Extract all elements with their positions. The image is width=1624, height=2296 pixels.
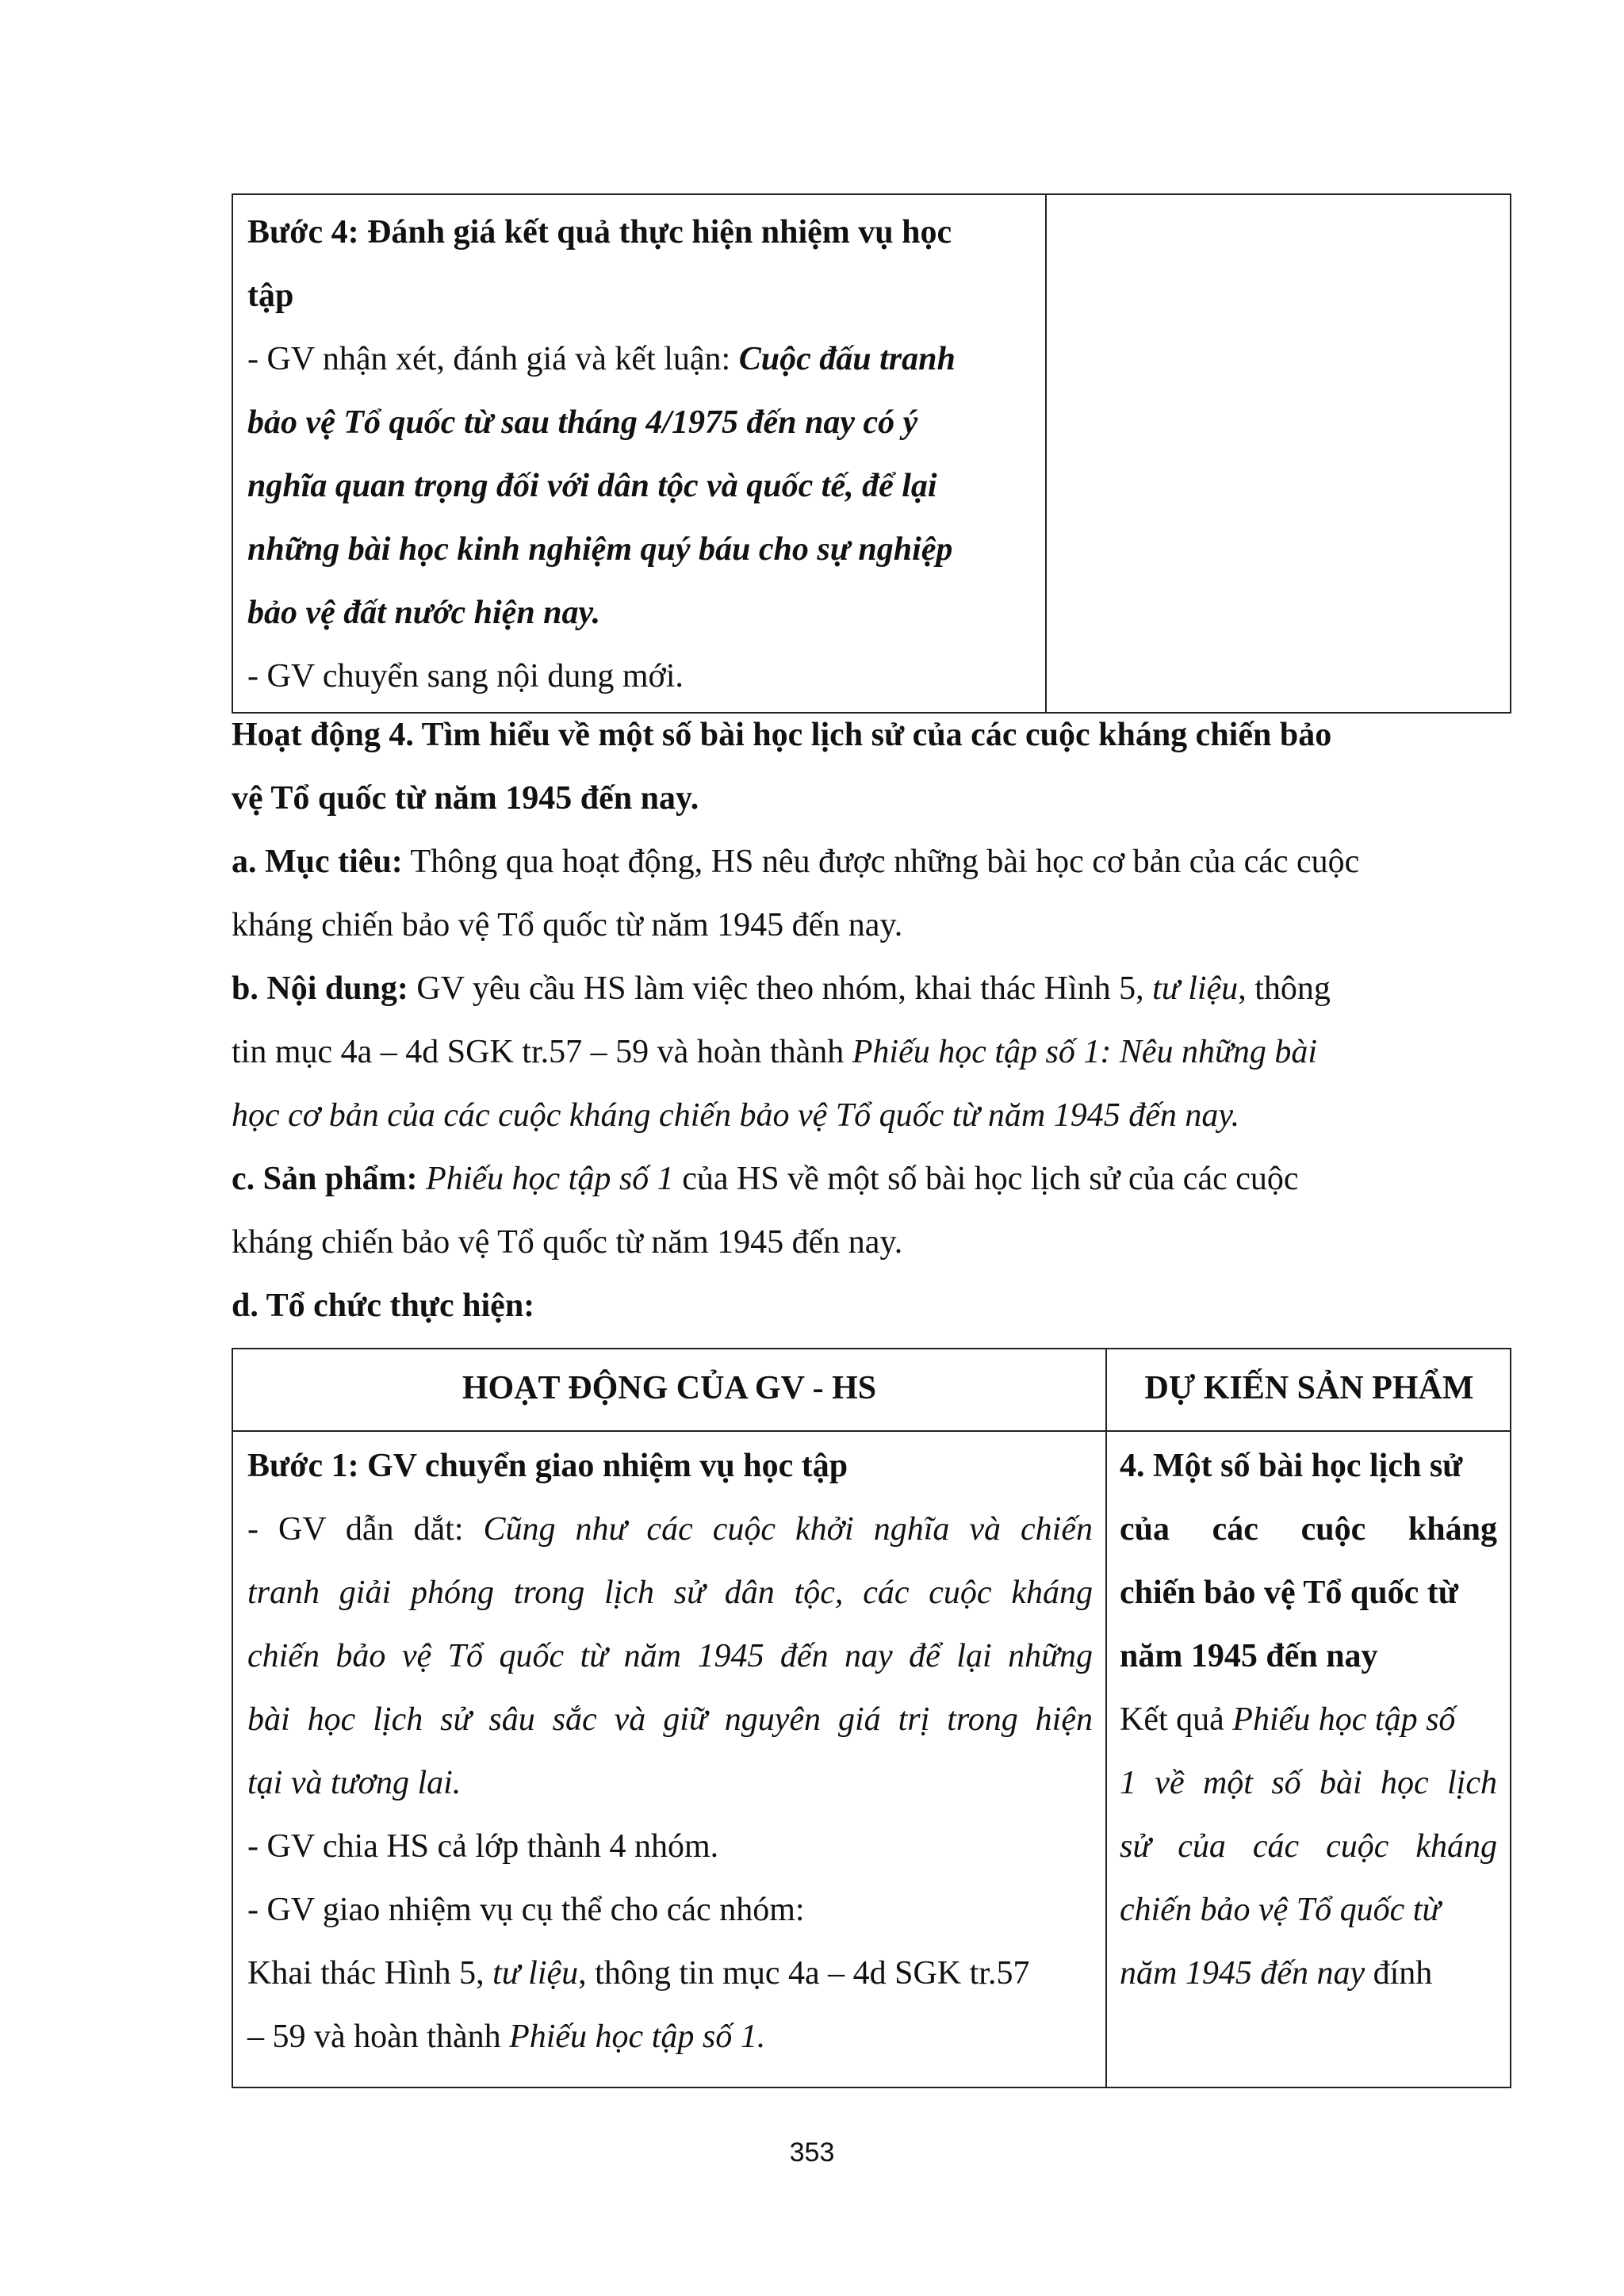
result-heading-line3: chiến bảo vệ Tổ quốc từ — [1120, 1575, 1458, 1611]
task-text-1c: , thông tin mục 4a – 4d SGK tr.57 — [578, 1955, 1030, 1992]
step4-title-line2: tập — [247, 277, 294, 314]
product-text-1b: của HS về một số bài học lịch sử của các cuộc — [673, 1161, 1299, 1197]
content-text-2b: Phiếu học tập số 1: Nêu những bài — [852, 1034, 1318, 1070]
content-line3: học cơ bản của các cuộc kháng chiến bảo vệ Tổ quốc từ năm 1945 đến nay. — [232, 1097, 1240, 1134]
content-text-1c: , thông — [1238, 970, 1331, 1007]
step1-title: Bước 1: GV chuyển giao nhiệm vụ học tập — [247, 1448, 848, 1484]
org-label: d. Tổ chức thực hiện: — [232, 1288, 535, 1324]
result-line5 — [1120, 1957, 1432, 1990]
conclusion-line2: bảo vệ Tổ quốc từ sau tháng 4/1975 đến nay có ý — [247, 404, 918, 441]
result-text-5a: năm 1945 đến nay — [1120, 1955, 1365, 1992]
lead-prefix: - GV dẫn dắt: — [247, 1511, 484, 1548]
assign-line: - GV giao nhiệm vụ cụ thể cho các nhóm: — [247, 1892, 805, 1928]
conclusion-line3: nghĩa quan trọng đối với dân tộc và quốc tế, để lại — [247, 468, 937, 504]
conclusion-start: Cuộc đấu tranh — [738, 341, 956, 377]
task-text-2a: – 59 và hoàn thành — [247, 2019, 510, 2055]
activity-title-line1: Hoạt động 4. Tìm hiểu về một số bài học lịch sử của các cuộc kháng chiến bảo — [232, 717, 1332, 753]
product-text-1a: Phiếu học tập số 1 — [426, 1161, 674, 1197]
conclusion-line5: bảo vệ đất nước hiện nay. — [247, 595, 601, 631]
goal-line2: kháng chiến bảo vệ Tổ quốc từ năm 1945 đến nay. — [232, 907, 903, 943]
result-line2: 1 về một số bài học lịch — [1120, 1765, 1497, 1801]
task-line1 — [247, 1957, 1029, 1990]
gv-comment-prefix: - GV nhận xét, đánh giá và kết luận: — [247, 341, 739, 377]
top-table — [232, 193, 1511, 714]
lead-line1 — [247, 1513, 1093, 1546]
activity-title-line2: vệ Tổ quốc từ năm 1945 đến nay. — [232, 780, 699, 817]
page-number: 353 — [789, 2137, 835, 2168]
product-label: c. Sản phẩm: — [232, 1161, 418, 1197]
goal-line1 — [232, 845, 1359, 878]
content-line1 — [232, 972, 1331, 1005]
content-label: b. Nội dung: — [232, 970, 408, 1007]
main-table — [232, 1348, 1511, 2088]
lead-line2: tranh giải phóng trong lịch sử dân tộc, các cuộc kháng — [247, 1575, 1093, 1611]
task-text-1b: tư liệu — [492, 1955, 579, 1992]
main-table-divider — [1105, 1349, 1107, 2087]
main-right-cell — [1120, 1432, 1497, 2088]
transition-line: - GV chuyển sang nội dung mới. — [247, 658, 684, 695]
content-text-1a: GV yêu cầu HS làm việc theo nhóm, khai thác Hình 5, — [408, 970, 1153, 1007]
header-right: DỰ KIẾN SẢN PHẨM — [1144, 1370, 1474, 1406]
gv-comment-line — [247, 342, 956, 376]
task-text-1a: Khai thác Hình 5, — [247, 1955, 493, 1992]
task-line2 — [247, 2020, 765, 2053]
result-heading-line1: 4. Một số bài học lịch sử — [1120, 1448, 1463, 1484]
content-text-1b: tư liệu — [1152, 970, 1239, 1007]
result-heading-line4: năm 1945 đến nay — [1120, 1638, 1378, 1674]
lead-line4: bài học lịch sử sâu sắc và giữ nguyên giá trị trong hiện — [247, 1701, 1093, 1738]
lead-line3: chiến bảo vệ Tổ quốc từ năm 1945 đến nay để lại những — [247, 1638, 1093, 1674]
lead-text-1: Cũng như các cuộc khởi nghĩa và chiến — [483, 1511, 1093, 1548]
task-text-2b: Phiếu học tập số 1. — [509, 2019, 766, 2055]
content-line2 — [232, 1035, 1317, 1069]
product-line1 — [232, 1162, 1299, 1196]
goal-label: a. Mục tiêu: — [232, 844, 403, 880]
goal-text-1: Thông qua hoạt động, HS nêu được những bài học cơ bản của các cuộc — [402, 844, 1360, 880]
result-line1 — [1120, 1703, 1455, 1736]
content-text-2a: tin mục 4a – 4d SGK tr.57 – 59 và hoàn thành — [232, 1034, 852, 1070]
lead-line5: tại và tương lai. — [247, 1765, 462, 1801]
result-line4: chiến bảo vệ Tổ quốc từ — [1120, 1892, 1441, 1928]
divide-line: - GV chia HS cả lớp thành 4 nhóm. — [247, 1828, 719, 1865]
result-line3: sử của các cuộc kháng — [1120, 1828, 1497, 1865]
product-line2: kháng chiến bảo vệ Tổ quốc từ năm 1945 đến nay. — [232, 1224, 903, 1261]
conclusion-line4: những bài học kinh nghiệm quý báu cho sự nghiệp — [247, 531, 953, 568]
result-heading-line2: của các cuộc kháng — [1120, 1511, 1497, 1548]
step4-title-line1: Bước 4: Đánh giá kết quả thực hiện nhiệm vụ học — [247, 214, 952, 251]
top-table-right-cell — [1047, 195, 1511, 712]
result-text-1b: Phiếu học tập số — [1232, 1701, 1456, 1738]
main-left-cell — [247, 1432, 1093, 2088]
result-text-1a: Kết quả — [1120, 1701, 1233, 1738]
result-text-5b: đính — [1365, 1955, 1433, 1992]
header-left: HOẠT ĐỘNG CỦA GV - HS — [462, 1370, 877, 1406]
top-table-left-cell — [247, 195, 1031, 712]
